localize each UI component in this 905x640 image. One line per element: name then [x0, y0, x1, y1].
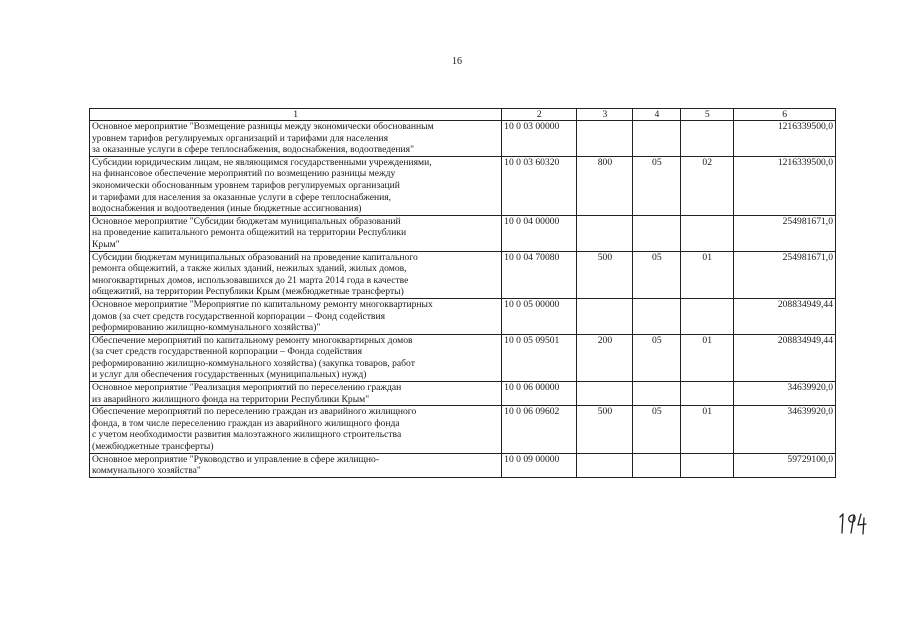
- row-code: 10 0 03 00000: [502, 121, 577, 157]
- row-col4: 05: [633, 156, 681, 215]
- table-row: [90, 121, 836, 157]
- row-amount: 1216339500,0: [734, 121, 836, 157]
- row-col5: 02: [681, 156, 734, 215]
- handwritten-page-number: [836, 512, 868, 536]
- table-header-row: [90, 109, 836, 121]
- header-cell: 5: [681, 109, 734, 121]
- row-code: 10 0 04 70080: [502, 251, 577, 298]
- row-col3: [577, 215, 633, 251]
- page-number: 16: [452, 56, 462, 67]
- row-col3: 500: [577, 406, 633, 453]
- row-col4: [633, 121, 681, 157]
- header-cell: 6: [734, 109, 836, 121]
- row-col3: 200: [577, 334, 633, 381]
- row-code: 10 0 05 00000: [502, 298, 577, 334]
- table-row: [90, 156, 836, 215]
- row-description: Субсидии бюджетам муниципальных образований на проведение капитального ремонта общежитий, а также жилых зданий, нежилых зданий, жилых домов, многоквартирных домов, использовавшихся до 21 марта 2014 года в качестве общежитий, на территории Республики Крым (межбюджетные трансферты): [90, 251, 502, 298]
- row-col3: [577, 382, 633, 406]
- row-description: Основное мероприятие "Мероприятие по капитальному ремонту многоквартирных домов (за счет средств государственной корпорации – Фонд содействия реформированию жилищно-коммунального хозяйства)": [90, 298, 502, 334]
- row-col5: 01: [681, 334, 734, 381]
- table-row: [90, 453, 836, 477]
- row-col4: [633, 382, 681, 406]
- row-col4: [633, 453, 681, 477]
- table-row: [90, 251, 836, 298]
- row-amount: 208834949,44: [734, 298, 836, 334]
- row-description: Основное мероприятие "Субсидии бюджетам муниципальных образований на проведение капитального ремонта общежитий на территории Республики Крым": [90, 215, 502, 251]
- header-cell: 3: [577, 109, 633, 121]
- row-amount: 1216339500,0: [734, 156, 836, 215]
- row-code: 10 0 06 00000: [502, 382, 577, 406]
- row-col5: 01: [681, 251, 734, 298]
- row-amount: 254981671,0: [734, 215, 836, 251]
- row-description: Обеспечение мероприятий по переселению граждан из аварийного жилищного фонда, в том числе переселению граждан из аварийного жилищного фонда с учетом необходимости развития малоэтажного жилищного строительства (межбюджетные трансферты): [90, 406, 502, 453]
- row-col5: 01: [681, 406, 734, 453]
- row-col5: [681, 453, 734, 477]
- table-row: [90, 334, 836, 381]
- header-cell: 4: [633, 109, 681, 121]
- header-cell: 1: [90, 109, 502, 121]
- row-col5: [681, 382, 734, 406]
- row-code: 10 0 03 60320: [502, 156, 577, 215]
- header-cell: 2: [502, 109, 577, 121]
- row-col5: [681, 121, 734, 157]
- row-amount: 34639920,0: [734, 406, 836, 453]
- row-col3: 800: [577, 156, 633, 215]
- table-row: [90, 406, 836, 453]
- row-col3: [577, 298, 633, 334]
- row-code: 10 0 04 00000: [502, 215, 577, 251]
- row-col4: 05: [633, 251, 681, 298]
- row-col3: [577, 121, 633, 157]
- row-amount: 34639920,0: [734, 382, 836, 406]
- table-row: [90, 298, 836, 334]
- row-amount: 254981671,0: [734, 251, 836, 298]
- row-col4: [633, 298, 681, 334]
- row-col5: [681, 215, 734, 251]
- row-description: Основное мероприятие "Реализация мероприятий по переселению граждан из аварийного жилищного фонда на территории Республики Крым": [90, 382, 502, 406]
- row-amount: 59729100,0: [734, 453, 836, 477]
- row-col4: 05: [633, 334, 681, 381]
- row-description: Обеспечение мероприятий по капитальному ремонту многоквартирных домов (за счет средств государственной корпорации – Фонда содействия реформированию жилищно-коммунального хозяйства) (закупка товаров, работ и услуг для обеспечения государственных (муниципальных) нужд): [90, 334, 502, 381]
- row-description: Основное мероприятие "Возмещение разницы между экономически обоснованным уровнем тарифов регулируемых организаций и тарифами для населения за оказанные услуги в сфере теплоснабжения, водоснабжения, водоотведения": [90, 121, 502, 157]
- row-col4: [633, 215, 681, 251]
- row-code: 10 0 06 09602: [502, 406, 577, 453]
- table-row: [90, 215, 836, 251]
- row-amount: 208834949,44: [734, 334, 836, 381]
- row-description: Основное мероприятие "Руководство и управление в сфере жилищно- коммунального хозяйства": [90, 453, 502, 477]
- row-code: 10 0 05 09501: [502, 334, 577, 381]
- budget-table: [89, 108, 836, 478]
- row-col3: 500: [577, 251, 633, 298]
- row-col4: 05: [633, 406, 681, 453]
- row-col5: [681, 298, 734, 334]
- row-description: Субсидии юридическим лицам, не являющимся государственными учреждениями, на финансовое обеспечение мероприятий по возмещению разницы между экономически обоснованным уровнем тарифов регулируемых организаций и тарифами для населения за оказанные услуги в сфере теплоснабжения, водоснабжения и водоотведения (иные бюджетные ассигнования): [90, 156, 502, 215]
- row-col3: [577, 453, 633, 477]
- table-row: [90, 382, 836, 406]
- row-code: 10 0 09 00000: [502, 453, 577, 477]
